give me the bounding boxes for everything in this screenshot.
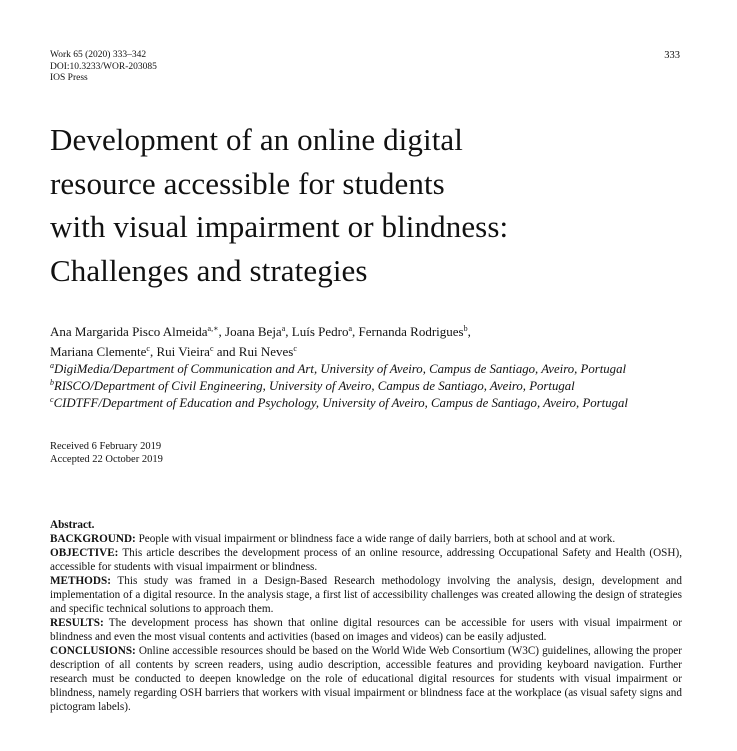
received-date: Received 6 February 2019: [50, 441, 162, 452]
author-separator: ,: [467, 324, 471, 339]
abstract: [50, 518, 682, 714]
section-text: Online accessible resources should be based on the World Wide Web Consortium (W3C) guidelines, allowing the proper description of all contents by screen readers, using audio description, accessible features and providing keyboard navigation. Further research must be conducted to deepen knowledge on the role of educational digital resources for students with visual impairment or blindness, namely regarding OSH barriers that workers with visual impairment or blindness face at the workplace (as visual safety signs and pictogram labels).: [50, 645, 682, 713]
author-affil-mark: a,∗: [207, 324, 219, 333]
title-line: with visual impairment or blindness:: [50, 209, 509, 244]
section-text: The development process has shown that online digital resources can be accessible for users with visual impairment or blindness and even the most visual contents and activities (based on images and videos) can be easily adjusted.: [50, 617, 682, 643]
abstract-heading: [50, 518, 682, 532]
author-separator: ,: [285, 324, 292, 339]
affiliation-text: RISCO/Department of Civil Engineering, University of Aveiro, Campus de Santiago, Aveiro, Portugal: [54, 379, 575, 393]
affiliation-mark: a: [50, 361, 54, 370]
journal-citation: Work 65 (2020) 333–342: [50, 50, 147, 60]
accepted-date: Accepted 22 October 2019: [50, 454, 163, 465]
submission-dates: [50, 440, 163, 466]
section-label: RESULTS:: [50, 617, 104, 629]
author-name: Luís Pedro: [291, 324, 349, 339]
author-affil-mark: c: [209, 344, 214, 353]
author-name: Mariana Clemente: [50, 344, 147, 359]
section-label: OBJECTIVE:: [50, 547, 119, 559]
affiliation: [50, 361, 710, 378]
section-label: BACKGROUND:: [50, 533, 136, 545]
abstract-heading-text: Abstract.: [50, 519, 95, 531]
page-number: 333: [664, 50, 680, 61]
abstract-objective: [50, 546, 682, 574]
section-text: This study was framed in a Design-Based Research methodology involving the analysis, design, development and implementation of a digital resource. In the analysis stage, a first list of accessibility challenges was created allowing the design of strategies and specific technical solutions to approach them.: [50, 575, 682, 615]
title-line: Development of an online digital: [50, 122, 463, 157]
author-affil-mark: a: [281, 324, 286, 333]
author-name: Ana Margarida Pisco Almeida: [50, 324, 208, 339]
author-name: Rui Neves: [238, 344, 294, 359]
affiliation-mark: c: [50, 395, 54, 404]
title-line: Challenges and strategies: [50, 252, 368, 288]
abstract-background: [50, 532, 682, 546]
author-name: Joana Beja: [225, 324, 282, 339]
section-text: People with visual impairment or blindness face a wide range of daily barriers, both at school and at work.: [135, 533, 616, 545]
affiliation-mark: b: [50, 378, 54, 387]
author-separator: ,: [352, 324, 359, 339]
abstract-results: [50, 616, 682, 644]
section-label: METHODS:: [50, 575, 111, 587]
author-affil-mark: b: [463, 324, 468, 333]
author-list: [50, 322, 700, 362]
title-line: resource accessible for students: [50, 165, 445, 201]
author-separator: ,: [149, 344, 157, 359]
section-label: CONCLUSIONS:: [50, 645, 136, 657]
author-name: Fernanda Rodrigues: [358, 324, 464, 339]
author-name: Rui Vieira: [156, 344, 210, 359]
author-affil-mark: c: [146, 344, 150, 353]
author-affil-mark: a: [348, 324, 353, 333]
affiliation-text: CIDTFF/Department of Education and Psychology, University of Aveiro, Campus de Santiago, Aveiro, Portugal: [53, 396, 628, 410]
section-text: This article describes the development process of an online resource, addressing Occupational Safety and Health (OSH), accessible for students with visual impairment or blindness.: [50, 547, 682, 573]
paper-title: [50, 118, 690, 292]
author-separator: ,: [218, 324, 226, 339]
abstract-conclusions: [50, 644, 682, 714]
affiliation-list: [50, 361, 710, 412]
journal-header: [50, 50, 157, 85]
author-separator: and: [213, 344, 239, 359]
abstract-methods: [50, 574, 682, 616]
publisher-name: IOS Press: [50, 73, 88, 83]
author-affil-mark: c: [293, 344, 297, 353]
doi-text: DOI:10.3233/WOR-203085: [50, 61, 157, 72]
affiliation: [50, 378, 710, 395]
affiliation-text: DigiMedia/Department of Communication and Art, University of Aveiro, Campus de Santiago, Aveiro, Portugal: [54, 362, 627, 376]
affiliation: [50, 395, 710, 412]
